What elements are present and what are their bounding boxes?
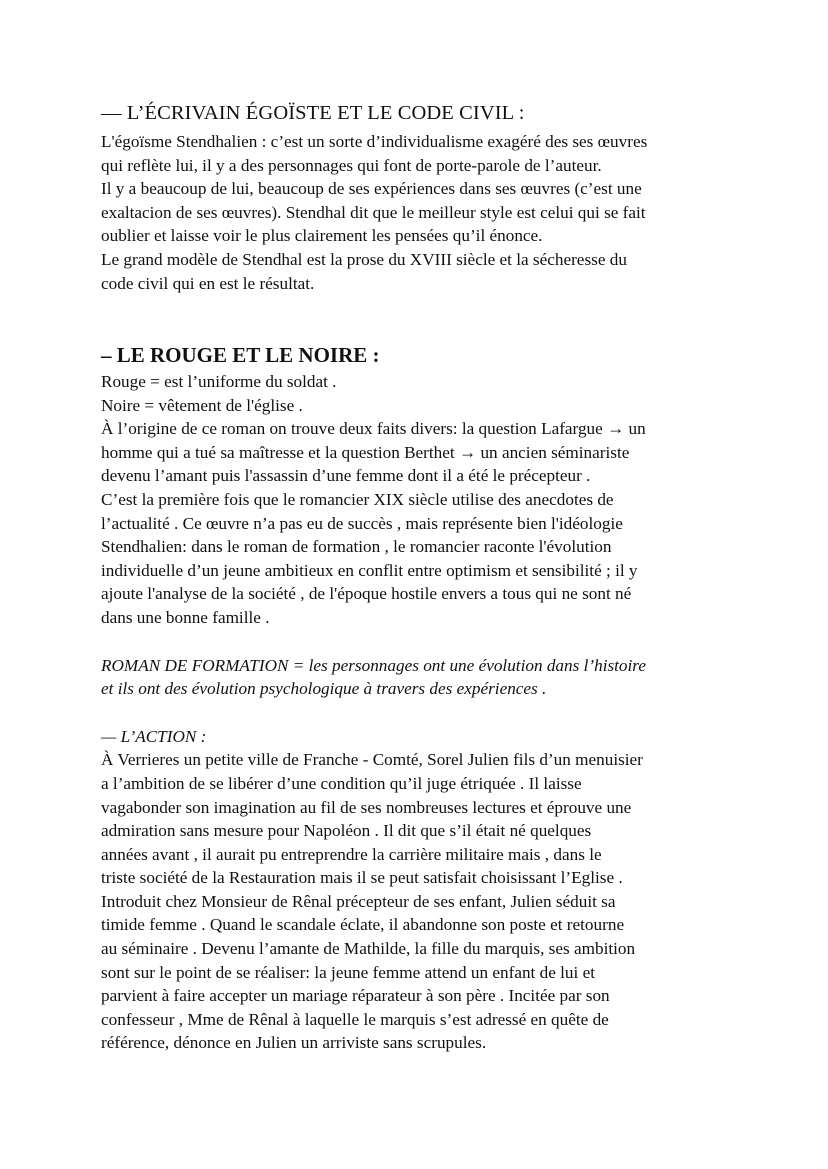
text-line: dans une bonne famille . <box>101 607 270 627</box>
text-line: et ils ont des évolution psychologique à travers des expériences . <box>101 679 547 699</box>
text-line: parvient à faire accepter un mariage réparateur à son père . Incitée par son <box>101 986 610 1006</box>
text-line: oublier et laisse voir le plus clairement les pensées qu’il énonce. <box>101 226 543 246</box>
subheading-action: — L’ACTION : <box>101 726 207 746</box>
text-line: au séminaire . Devenu l’amante de Mathilde, la fille du marquis, ses ambition <box>101 939 636 959</box>
text-line: L'égoïsme Stendhalien : c’est un sorte d’individualisme exagéré des ses œuvres <box>101 132 648 151</box>
definition-rouge: Rouge = est l’uniforme du soldat . <box>101 372 337 391</box>
text-line: homme qui a tué sa maîtresse et la question Berthet → un ancien séminariste <box>101 442 630 462</box>
paragraph-egoisme <box>101 130 647 295</box>
text-line: années avant , il aurait pu entreprendre la carrière militaire mais , dans le <box>101 844 602 864</box>
spacer <box>101 701 646 725</box>
text-line: timide femme . Quand le scandale éclate, il abandonne son poste et retourne <box>101 915 625 935</box>
text-line: Le grand modèle de Stendhal est la prose du XVIII siècle et la sécheresse du <box>101 249 627 269</box>
text-line: exaltacion de ses œuvres). Stendhal dit que le meilleur style est celui qui se fait <box>101 202 646 222</box>
text-line: code civil qui en est le résultat. <box>101 273 315 293</box>
section-rouge-et-noire <box>101 342 646 1055</box>
definition-noire: Noire = vêtement de l'église . <box>101 395 303 415</box>
paragraph-action <box>101 748 646 1055</box>
text-line: devenu l’amant puis l'assassin d’une femme dont il a été le précepteur . <box>101 466 591 486</box>
text-line: À Verrieres un petite ville de Franche - Comté, Sorel Julien fils d’un menuisier <box>101 750 643 770</box>
text-line: ajoute l'analyse de la société , de l'époque hostile envers a tous qui ne sont né <box>101 584 632 604</box>
text-line: référence, dénonce en Julien un arriviste sans scrupules. <box>101 1033 487 1053</box>
paragraph-definitions <box>101 370 646 417</box>
section-heading-ecrivain: — L’ÉCRIVAIN ÉGOÏSTE ET LE CODE CIVIL : <box>101 102 525 124</box>
text-line: Stendhalien: dans le roman de formation , le romancier raconte l'évolution <box>101 537 612 557</box>
text-line: Introduit chez Monsieur de Rênal précepteur de ses enfant, Julien séduit sa <box>101 891 616 911</box>
section-heading-rouge-noire: – LE ROUGE ET LE NOIRE : <box>101 343 380 367</box>
text-line: C’est la première fois que le romancier XIX siècle utilise des anecdotes de <box>101 489 614 509</box>
text-line: sont sur le point de se réaliser: la jeune femme attend un enfant de lui et <box>101 962 595 982</box>
spacer <box>101 630 646 654</box>
paragraph-roman-de-formation <box>101 654 646 701</box>
text-line: vagabonder son imagination au fil de ses nombreuses lectures et éprouve une <box>101 797 632 817</box>
text-line: admiration sans mesure pour Napoléon . Il dit que s’il était né quelques <box>101 821 592 841</box>
text-line: qui reflète lui, il y a des personnages qui font de porte-parole de l’auteur. <box>101 155 602 175</box>
text-line: confesseur , Mme de Rênal à laquelle le marquis s’est adressé en quête de <box>101 1009 609 1029</box>
text-line: Il y a beaucoup de lui, beaucoup de ses expériences dans ses œuvres (c’est une <box>101 179 642 199</box>
section-ecrivain-egoiste <box>101 100 647 295</box>
text-line: ROMAN DE FORMATION = les personnages ont une évolution dans l’histoire <box>101 655 646 675</box>
text-line: triste société de la Restauration mais il se peut satisfait choisissant l’Eglise . <box>101 868 623 888</box>
text-line: À l’origine de ce roman on trouve deux faits divers: la question Lafargue → un <box>101 419 646 439</box>
paragraph-origine <box>101 417 646 629</box>
text-line: l’actualité . Ce œuvre n’a pas eu de succès , mais représente bien l'idéologie <box>101 513 623 533</box>
text-line: a l’ambition de se libérer d’une condition qu’il juge étriquée . Il laisse <box>101 773 582 793</box>
text-line: individuelle d’un jeune ambitieux en conflit entre optimism et sensibilité ; il y <box>101 560 638 580</box>
